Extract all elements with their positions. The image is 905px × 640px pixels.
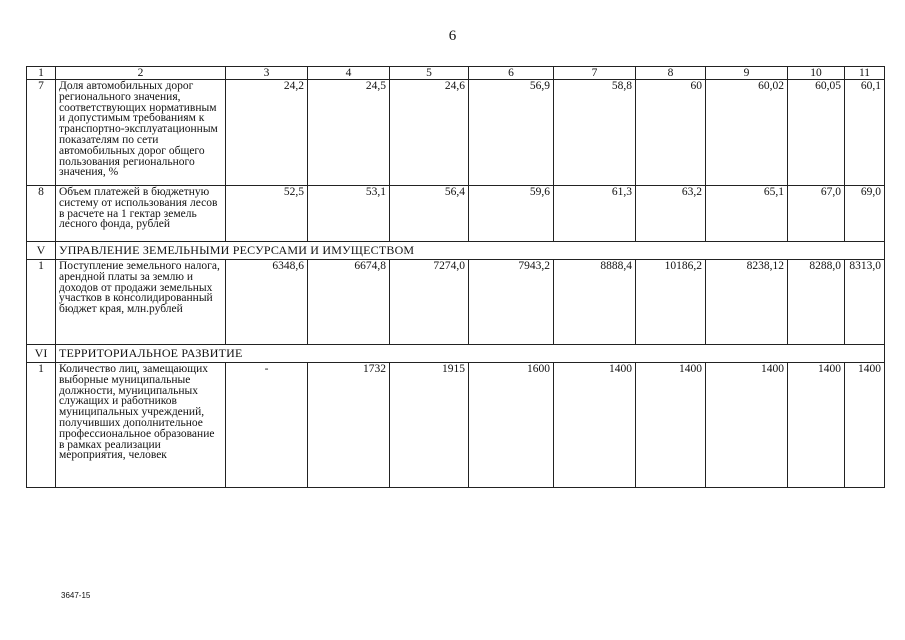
value-cell: 8313,0 xyxy=(845,260,885,345)
value-cell: 52,5 xyxy=(226,186,308,242)
value-cell: 8288,0 xyxy=(788,260,845,345)
value-cell: 1400 xyxy=(706,363,788,488)
value-cell: 60,05 xyxy=(788,80,845,186)
value-cell: 1400 xyxy=(845,363,885,488)
value-cell: 1400 xyxy=(788,363,845,488)
header-cell: 2 xyxy=(56,67,226,80)
header-row xyxy=(27,67,885,80)
table-row xyxy=(27,363,885,488)
value-cell: 60 xyxy=(636,80,706,186)
value-cell: 1400 xyxy=(636,363,706,488)
header-cell: 8 xyxy=(636,67,706,80)
row-index: 7 xyxy=(27,80,56,186)
header-cell: 3 xyxy=(226,67,308,80)
section-title: УПРАВЛЕНИЕ ЗЕМЕЛЬНЫМИ РЕСУРСАМИ И ИМУЩЕСТВОМ xyxy=(56,242,885,260)
indicator-name: Поступление земельного налога, арендной платы за землю и доходов от продажи земельных участков в консолидированный бюджет края, млн.рублей xyxy=(56,260,226,345)
value-cell: 10186,2 xyxy=(636,260,706,345)
indicator-name: Количество лиц, замещающих выборные муниципальные должности, муниципальных служащих и работников муниципальных учреждений, получивших дополнительное профессиональное образование в рамках реализации мероприятия, человек xyxy=(56,363,226,488)
value-cell: 1600 xyxy=(469,363,554,488)
value-cell: 24,6 xyxy=(390,80,469,186)
value-cell: 67,0 xyxy=(788,186,845,242)
value-cell: 7274,0 xyxy=(390,260,469,345)
value-cell: 60,02 xyxy=(706,80,788,186)
value-cell: 24,5 xyxy=(308,80,390,186)
section-row xyxy=(27,345,885,363)
value-cell: 7943,2 xyxy=(469,260,554,345)
indicator-name: Объем платежей в бюджетную систему от использования лесов в расчете на 1 гектар земель лесного фонда, рублей xyxy=(56,186,226,242)
indicator-name: Доля автомобильных дорог регионального значения, соответствующих нормативным и допустимым требованиям к транспортно-эксплуатационным показателям по сети автомобильных дорог общего пользования регионального значения, % xyxy=(56,80,226,186)
value-cell: 56,4 xyxy=(390,186,469,242)
header-cell: 7 xyxy=(554,67,636,80)
value-cell: 59,6 xyxy=(469,186,554,242)
value-cell: 53,1 xyxy=(308,186,390,242)
value-cell: 1400 xyxy=(554,363,636,488)
table-row xyxy=(27,260,885,345)
value-cell: 65,1 xyxy=(706,186,788,242)
value-cell: 61,3 xyxy=(554,186,636,242)
section-index: V xyxy=(27,242,56,260)
row-index: 1 xyxy=(27,363,56,488)
header-cell: 5 xyxy=(390,67,469,80)
value-cell: 63,2 xyxy=(636,186,706,242)
value-cell: 6348,6 xyxy=(226,260,308,345)
section-title: ТЕРРИТОРИАЛЬНОЕ РАЗВИТИЕ xyxy=(56,345,885,363)
value-cell: 8888,4 xyxy=(554,260,636,345)
section-index: VI xyxy=(27,345,56,363)
value-cell: 58,8 xyxy=(554,80,636,186)
value-cell: 1915 xyxy=(390,363,469,488)
value-cell: 8238,12 xyxy=(706,260,788,345)
value-cell: 60,1 xyxy=(845,80,885,186)
value-cell: 24,2 xyxy=(226,80,308,186)
row-index: 8 xyxy=(27,186,56,242)
header-cell: 1 xyxy=(27,67,56,80)
value-cell: 56,9 xyxy=(469,80,554,186)
header-cell: 4 xyxy=(308,67,390,80)
indicators-table xyxy=(26,66,885,488)
value-cell: 6674,8 xyxy=(308,260,390,345)
header-cell: 6 xyxy=(469,67,554,80)
document-code: 3647-15 xyxy=(61,591,91,600)
header-cell: 10 xyxy=(788,67,845,80)
header-cell: 9 xyxy=(706,67,788,80)
row-index: 1 xyxy=(27,260,56,345)
value-cell: 69,0 xyxy=(845,186,885,242)
header-cell: 11 xyxy=(845,67,885,80)
section-row xyxy=(27,242,885,260)
value-cell: 1732 xyxy=(308,363,390,488)
table-row xyxy=(27,80,885,186)
table-row xyxy=(27,186,885,242)
page-number: 6 xyxy=(448,28,457,44)
value-cell: - xyxy=(226,363,308,488)
